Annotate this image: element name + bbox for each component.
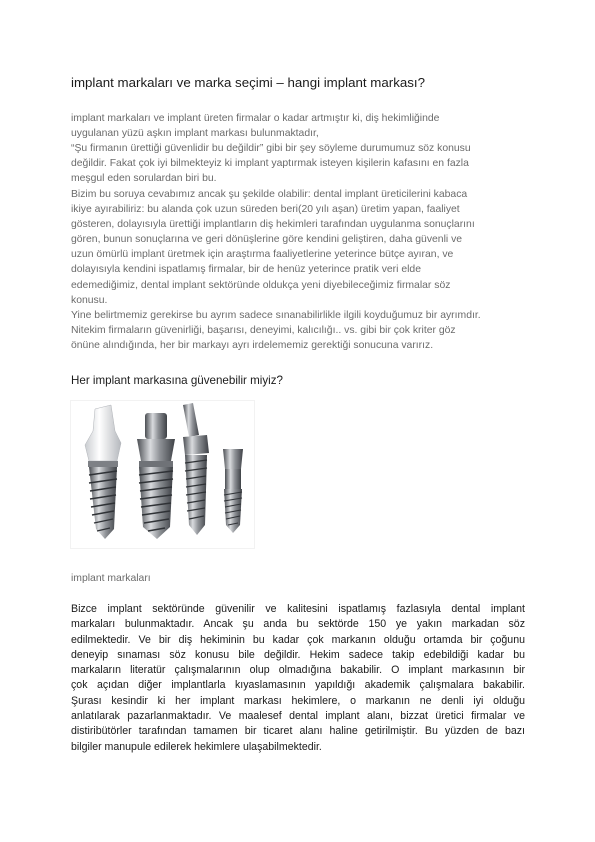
page-title: implant markaları ve marka seçimi – hangi implant markası? [71, 75, 425, 90]
text-line: edilmektedir. Ve bir diş hekiminin bu kadar çok markanın olduğu ortamda bir çoğunu [71, 633, 525, 646]
text-line: “Şu firmanın ürettiği güvenlidir bu değildir” gibi bir şey söyleme durumumuz söz konusu [71, 143, 471, 155]
text-line: ikiye ayırabiliriz: bu alanda çok uzun süreden beri(20 yılı aşan) üretim yapan, faaliyet [71, 204, 460, 216]
text-line: distiribütörler tarafından tamamen bir ticaret alanı haline getirilmiştir. Bu yüzden de bazı [71, 725, 525, 738]
text-line: meşgul eden sorulardan biri bu. [71, 173, 217, 185]
implant-3 [183, 403, 209, 535]
answer-paragraph [71, 187, 531, 353]
text-line: Nitekim firmaların güvenirliği, başarısı, deneyimi, kalıcılığı.. vs. gibi bir çok kriter göz [71, 324, 456, 336]
text-line: implant markaları ve implant üreten firmalar o kadar artmıştır ki, diş hekimliğinde [71, 113, 440, 124]
text-line: markaların literatür çalışmalarının olup olmadığına bakabilir. O implant markasının bir [71, 664, 525, 677]
text-line: markaları bulunmaktadır. Ancak şu anda bu sektörde 150 ye yakın markadan söz [71, 618, 525, 631]
intro-paragraph [71, 111, 531, 186]
text-line: deneyip sınaması söz konusu bile değildir. Hekim sadece takip edebildiği kadar bu [71, 648, 525, 661]
text-line: gösteren, dolayısıyla ürettiği implantların diş hekimleri tarafından uygulanma sonuçlarını [71, 219, 475, 231]
text-line: dolayısıyla kendini ispatlamış firmalar, bir de henüz yeterince pratik veri elde [71, 264, 421, 276]
implant-photo [71, 401, 254, 548]
implant-4 [223, 449, 243, 533]
implant-illustration [71, 401, 254, 548]
text-line: gören, bunun sonuçlarına ve geri dönüşlerine göre kendini geliştiren, daha güvenli ve [71, 234, 463, 246]
text-line: konusu. [71, 294, 108, 306]
text-line: önüne alındığında, her bir markayı ayrı irdelememiz gerektiği sonucuna varırız. [71, 339, 434, 351]
text-line: Yine belirtmemiz gerekirse bu ayrım sadece sınanabilirlikle ilgili koyduğumuz bir ayrımdır. [71, 309, 481, 321]
text-line: uzun ömürlü implant üretmek için araştırma faaliyetlerine yeterince bütçe ayıran, ve [71, 249, 454, 261]
text-line: anlatılarak pazarlanmaktadır. Ve maalesef dental implant alanı, bizzat üretici firmalar ve [71, 710, 525, 723]
implant-1 [85, 405, 121, 539]
text-line: Bizce implant sektöründe güvenilir ve kalitesini ispatlamış fazlasıyla dental implant [71, 603, 525, 615]
section-heading: Her implant markasına güvenebilir miyiz? [71, 374, 283, 387]
text-line: Bizim bu soruya cevabımız ancak şu şekilde olabilir: dental implant üreticilerini kabaca [71, 189, 468, 200]
text-line: çok açıdan diğer implantlarla kıyaslamasının yapıldığı akademik çalışmalara bakabilir. [71, 679, 525, 692]
text-line: edemediğimiz, dental implant sektöründe oldukça yeni diyebileceğimiz firmalar söz [71, 279, 451, 291]
body-paragraph [71, 602, 525, 755]
text-line: bilgiler manupule edilerek hekimlere ulaşabilmektedir. [71, 740, 322, 753]
image-caption: implant markaları [71, 573, 151, 584]
text-line: uygulanan yüzü aşkın implant markası bulunmaktadır, [71, 128, 319, 140]
text-line: değildir. Fakat çok iyi bilmekteyiz ki implant yaptırmak isteyen kişilerin kafasını en fazla [71, 158, 469, 170]
implant-2 [137, 413, 175, 539]
text-line: Şurası kesindir ki her implant markası hekimlere, o markanın ne denli iyi olduğu [71, 694, 525, 707]
